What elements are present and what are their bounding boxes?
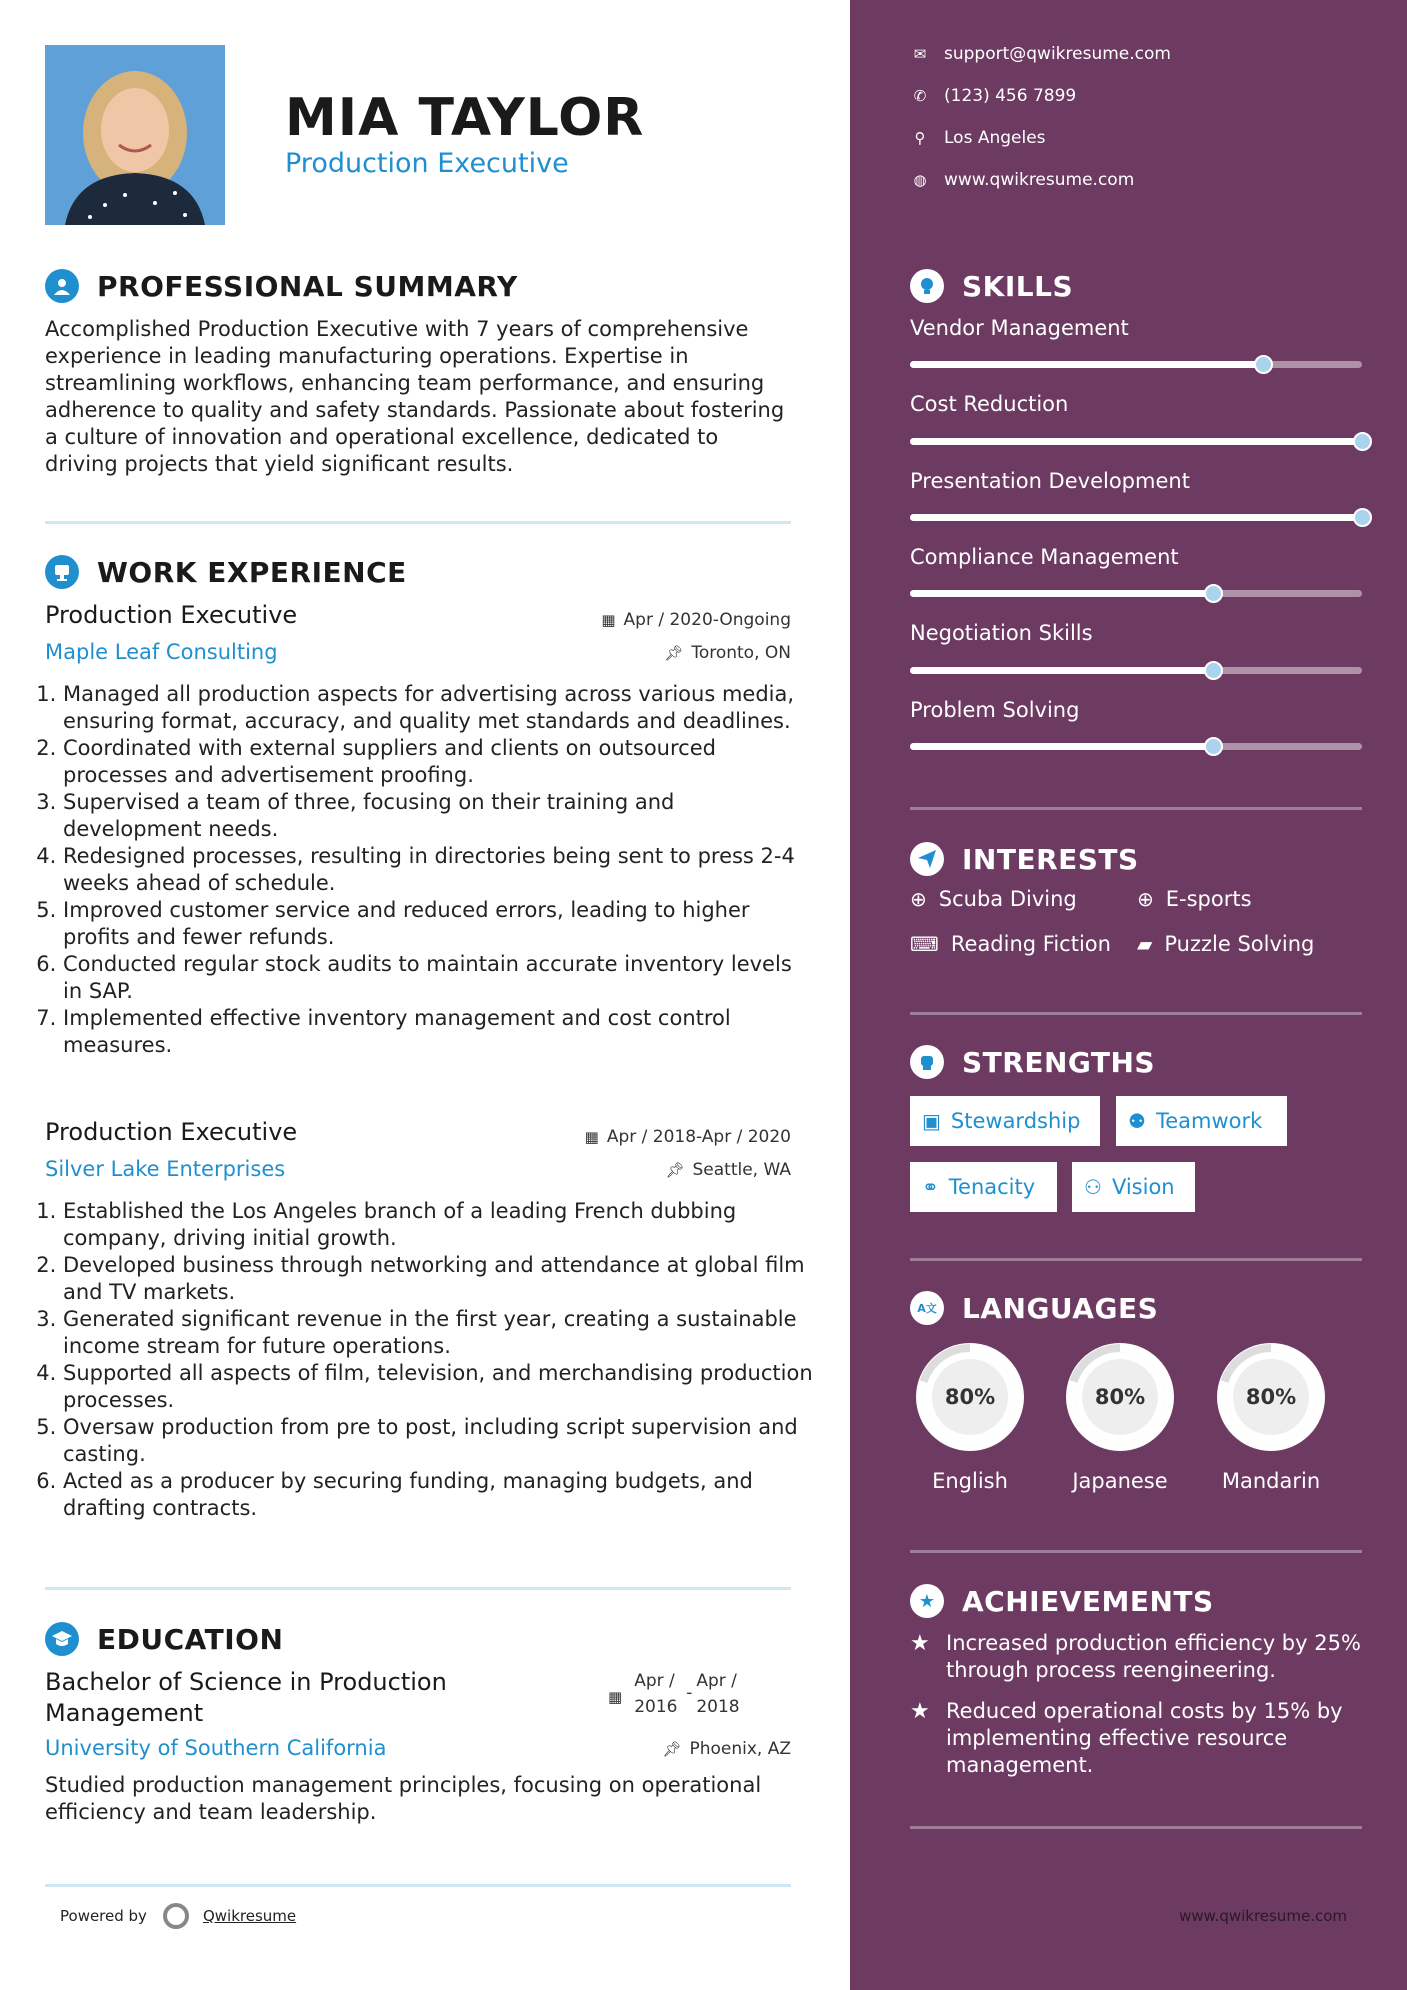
- candidate-name: MIA TAYLOR: [285, 88, 645, 148]
- contact-text: (123) 456 7899: [944, 86, 1077, 106]
- achievement-item: [910, 1630, 1362, 1684]
- list-item: 5. Improved customer service and reduced errors, leading to higher profits and fewer refunds.: [63, 897, 813, 951]
- footer-url[interactable]: www.qwikresume.com: [1179, 1907, 1347, 1925]
- book-icon: ▰: [1137, 932, 1153, 956]
- location-pin-icon: ⚲: [914, 129, 926, 147]
- skill-bar-fill: [910, 590, 1213, 597]
- list-item: 2. Coordinated with external suppliers and clients on outsourced processes and advertisement proofing.: [63, 735, 813, 789]
- skill-bar-knob: [1204, 661, 1223, 680]
- list-item: 5. Oversaw production from pre to post, including script supervision and casting.: [63, 1414, 813, 1468]
- interest-item: [1137, 932, 1314, 956]
- link-icon: ⚭: [922, 1175, 939, 1199]
- skill-bar: [910, 514, 1362, 521]
- contact-website[interactable]: [910, 170, 1134, 190]
- contact-text: support@qwikresume.com: [944, 44, 1171, 64]
- job-location-text: Toronto, ON: [691, 643, 791, 663]
- achievement-text: Reduced operational costs by 15% by implementing effective resource management.: [946, 1699, 1343, 1777]
- list-item: 7. Implemented effective inventory management and cost control measures.: [63, 1005, 813, 1059]
- skills-heading: [910, 269, 1073, 303]
- users-icon: ⚉: [1128, 1109, 1146, 1133]
- gamepad-icon: ⌨: [910, 932, 939, 956]
- education-description: Studied production management principles, focusing on operational efficiency and team leadership.: [45, 1773, 762, 1824]
- skill-bar-fill: [910, 361, 1263, 368]
- language-percent: 80%: [1094, 1385, 1146, 1409]
- languages-title: LANGUAGES: [962, 1291, 1159, 1325]
- language-item: [1211, 1337, 1331, 1493]
- sidebar: [850, 0, 1407, 1990]
- list-item: 2. Developed business through networking and attendance at global film and TV markets.: [63, 1252, 813, 1306]
- section-divider: [45, 521, 791, 524]
- degree-title: Bachelor of Science in Production Management: [45, 1668, 447, 1727]
- paper-plane-icon: [910, 842, 944, 876]
- section-divider: [910, 1258, 1362, 1261]
- language-ring: [1211, 1337, 1331, 1457]
- skill-bar-knob: [1204, 737, 1223, 756]
- achievement-item: [910, 1698, 1362, 1779]
- skill-name: Problem Solving: [910, 698, 1080, 722]
- job-company: Maple Leaf Consulting: [45, 640, 278, 664]
- summary-title: PROFESSIONAL SUMMARY: [97, 269, 518, 303]
- qwikresume-link[interactable]: Qwikresume: [202, 1907, 297, 1925]
- interest-label: Reading Fiction: [950, 932, 1111, 956]
- language-ring: [1060, 1337, 1180, 1457]
- skill-name: Vendor Management: [910, 316, 1129, 340]
- calendar-icon: ▦: [608, 1688, 623, 1706]
- skills-title: SKILLS: [962, 269, 1074, 303]
- date-end: Apr / 2018: [696, 1671, 740, 1717]
- job-bullets: [45, 1198, 813, 1522]
- achievement-text: Increased production efficiency by 25% through process reengineering.: [946, 1631, 1361, 1682]
- education-title: EDUCATION: [97, 1622, 284, 1656]
- list-item: 1. Established the Los Angeles branch of a leading French dubbing company, driving initial growth.: [63, 1198, 813, 1252]
- job-company: Silver Lake Enterprises: [45, 1157, 286, 1181]
- skill-bar-knob: [1353, 508, 1372, 527]
- skill-bar-knob: [1204, 584, 1223, 603]
- skill-bar-fill: [910, 514, 1362, 521]
- job-location: [664, 643, 791, 663]
- skill-name: Presentation Development: [910, 469, 1190, 493]
- interest-item: [910, 887, 1077, 911]
- skill-name: Cost Reduction: [910, 392, 1069, 416]
- strength-label: Vision: [1111, 1175, 1175, 1199]
- profile-photo: [45, 45, 225, 225]
- job-title: Production Executive: [45, 601, 298, 629]
- education-location: [662, 1739, 791, 1759]
- language-name: Japanese: [1072, 1469, 1168, 1493]
- powered-by: [60, 1903, 296, 1929]
- pushpin-icon: 📌︎: [665, 1161, 685, 1179]
- strength-label: Stewardship: [950, 1109, 1081, 1133]
- education-location-text: Phoenix, AZ: [689, 1739, 791, 1759]
- list-item: 1. Managed all production aspects for advertising across various media, ensuring format, accuracy, and quality met standards and deadlines.: [63, 681, 813, 735]
- strength-label: Teamwork: [1155, 1109, 1263, 1133]
- interest-item: [910, 932, 1111, 956]
- summary-text: Accomplished Production Executive with 7 years of comprehensive experience in leading manufacturing operations. Expertise in streamlining workflows, enhancing team performance, and ensuring adherence to quality and safety standards. Passionate about fostering a culture of innovation and operational excellence, dedicated to driving projects that yield significant results.: [45, 317, 785, 476]
- job-dates: [585, 1127, 791, 1147]
- star-icon: ★: [910, 1584, 944, 1618]
- date-start: Apr / 2016: [634, 1671, 678, 1717]
- date-separator: -: [686, 1683, 693, 1703]
- calendar-icon: ▦: [601, 611, 616, 629]
- interests-heading: [910, 842, 1139, 876]
- skill-bar: [910, 438, 1362, 445]
- shooting-star-icon: ★: [910, 1699, 930, 1724]
- job-dates-text: Apr / 2020-Ongoing: [623, 610, 791, 630]
- phone-icon: ✆: [913, 87, 927, 105]
- language-item: [1060, 1337, 1180, 1493]
- contact-location: [910, 128, 1046, 148]
- skill-bar: [910, 667, 1362, 674]
- graduation-cap-icon: [45, 1622, 79, 1656]
- skill-name: Compliance Management: [910, 545, 1179, 569]
- pushpin-icon: 📌︎: [664, 644, 684, 662]
- achievements-heading: [910, 1584, 1214, 1618]
- achievements-title: ACHIEVEMENTS: [962, 1584, 1214, 1618]
- language-name: English: [932, 1469, 1008, 1493]
- skill-name: Negotiation Skills: [910, 621, 1093, 645]
- interest-label: Scuba Diving: [938, 887, 1077, 911]
- envelope-icon: ✉: [913, 45, 927, 63]
- list-item: 4. Supported all aspects of film, television, and merchandising production processes.: [63, 1360, 813, 1414]
- experience-heading: [45, 555, 407, 589]
- job-bullets: [45, 681, 813, 1059]
- section-divider: [910, 1826, 1362, 1829]
- interests-title: INTERESTS: [962, 842, 1139, 876]
- skill-bar: [910, 743, 1362, 750]
- school-name: University of Southern California: [45, 1736, 387, 1760]
- summary-heading: [45, 269, 518, 303]
- contact-text: Los Angeles: [944, 128, 1046, 148]
- experience-title: WORK EXPERIENCE: [97, 555, 407, 589]
- powered-by-text: Powered by: [60, 1907, 147, 1925]
- contact-text: www.qwikresume.com: [944, 170, 1135, 190]
- life-ring-icon: ⊕: [1137, 887, 1154, 911]
- strengths-title: STRENGTHS: [962, 1045, 1156, 1079]
- interest-label: E-sports: [1165, 887, 1252, 911]
- list-item: 6. Acted as a producer by securing funding, managing budgets, and drafting contracts.: [63, 1468, 813, 1522]
- section-divider: [910, 1012, 1362, 1015]
- list-item: 3. Supervised a team of three, focusing on their training and development needs.: [63, 789, 813, 843]
- life-ring-icon: ⊕: [910, 887, 927, 911]
- section-divider: [910, 1550, 1362, 1553]
- globe-icon: ◍: [913, 171, 927, 189]
- languages-heading: [910, 1291, 1158, 1325]
- language-name: Mandarin: [1221, 1469, 1321, 1493]
- skill-bar: [910, 590, 1362, 597]
- binoculars-icon: ⚇: [1084, 1175, 1102, 1199]
- briefcase-icon: ▣: [922, 1109, 941, 1133]
- skill-bar-fill: [910, 667, 1213, 674]
- skill-bar-knob: [1353, 432, 1372, 451]
- job-dates: [601, 610, 791, 630]
- education-dates: [608, 1668, 748, 1720]
- contact-email[interactable]: [910, 44, 1171, 64]
- job-title: Production Executive: [45, 1118, 298, 1146]
- lightbulb-icon: [910, 269, 944, 303]
- strength-label: Tenacity: [948, 1175, 1036, 1199]
- language-ring: [910, 1337, 1030, 1457]
- list-item: 6. Conducted regular stock audits to maintain accurate inventory levels in SAP.: [63, 951, 813, 1005]
- section-divider: [45, 1884, 791, 1887]
- strength-chip: [910, 1096, 1100, 1146]
- contact-phone[interactable]: [910, 86, 1076, 106]
- skill-bar-fill: [910, 743, 1213, 750]
- strength-chip: [1072, 1162, 1195, 1212]
- section-divider: [910, 807, 1362, 810]
- strengths-heading: [910, 1045, 1155, 1079]
- job-dates-text: Apr / 2018-Apr / 2020: [606, 1127, 791, 1147]
- fist-icon: [910, 1045, 944, 1079]
- shooting-star-icon: ★: [910, 1631, 930, 1656]
- job-location: [665, 1160, 791, 1180]
- skill-bar: [910, 361, 1362, 368]
- skill-bar-fill: [910, 438, 1362, 445]
- education-heading: [45, 1622, 283, 1656]
- calendar-icon: ▦: [584, 1128, 599, 1146]
- translate-icon: A文: [910, 1291, 944, 1325]
- language-item: [910, 1337, 1030, 1493]
- user-icon: [45, 269, 79, 303]
- skill-bar-knob: [1254, 355, 1273, 374]
- briefcase-icon: [45, 555, 79, 589]
- list-item: 3. Generated significant revenue in the first year, creating a sustainable income stream for future operations.: [63, 1306, 813, 1360]
- interest-item: [1137, 887, 1252, 911]
- list-item: 4. Redesigned processes, resulting in directories being sent to press 2-4 weeks ahead of schedule.: [63, 843, 813, 897]
- candidate-title: Production Executive: [285, 148, 569, 179]
- interest-label: Puzzle Solving: [1164, 932, 1315, 956]
- pushpin-icon: 📌︎: [662, 1740, 682, 1758]
- language-percent: 80%: [944, 1385, 996, 1409]
- job-location-text: Seattle, WA: [692, 1160, 791, 1180]
- strength-chip: [910, 1162, 1057, 1212]
- qwikresume-logo-icon: [163, 1903, 189, 1929]
- strength-chip: [1116, 1096, 1287, 1146]
- language-percent: 80%: [1245, 1385, 1297, 1409]
- section-divider: [45, 1587, 791, 1590]
